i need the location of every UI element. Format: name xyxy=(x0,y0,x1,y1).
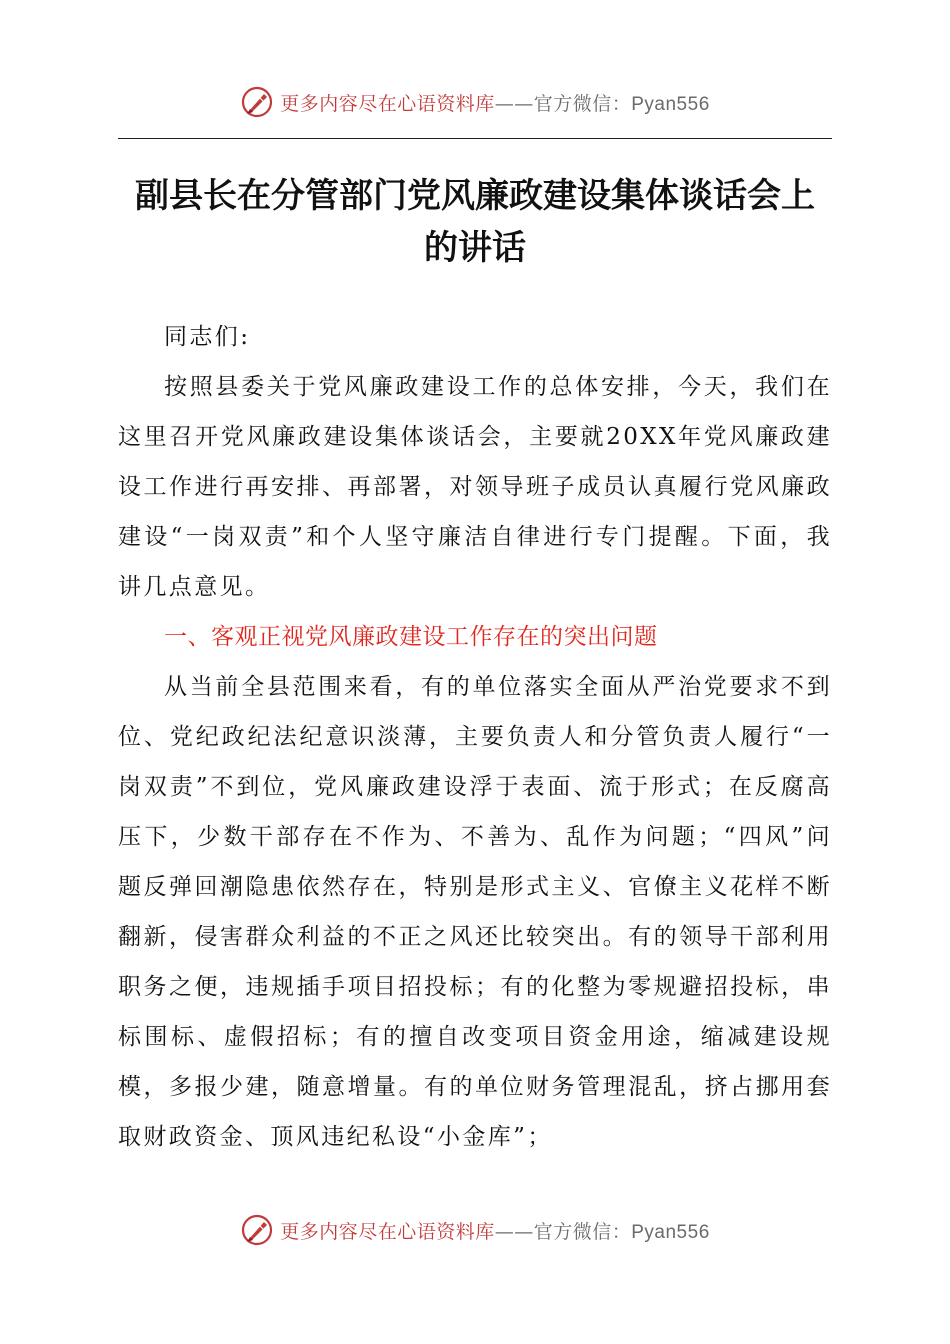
header-brand: 更多内容尽在心语资料库 xyxy=(280,92,495,115)
salutation: 同志们: xyxy=(164,324,251,350)
footer-brand-text xyxy=(280,1217,710,1244)
header-divider xyxy=(118,138,832,139)
document-body xyxy=(118,312,832,1162)
header-wechat-id: Pyan556 xyxy=(631,93,710,115)
footer-brand: 更多内容尽在心语资料库 xyxy=(280,1220,495,1243)
footer-wechat-label: 官方微信： xyxy=(533,1220,632,1243)
title-line-1: 副县长在分管部门党风廉政建设集体谈话会上 xyxy=(135,176,815,216)
document-title xyxy=(100,170,850,274)
title-line-2: 的讲话 xyxy=(424,228,526,268)
header-banner xyxy=(0,82,950,122)
header-wechat-label: 官方微信： xyxy=(533,92,632,115)
paragraph-section-1: 从当前全县范围来看，有的单位落实全面从严治党要求不到位、党纪政纪法纪意识淡薄，主要负责人和分管负责人履行“一岗双责”不到位，党风廉政建设浮于表面、流于形式；在反腐高压下，少数干部存在不作为、不善为、乱作为问题；“四风”问题反弹回潮隐患依然存在，特别是形式主义、官僚主义花样不断翻新，侵害群众利益的不正之风还比较突出。有的领导干部利用职务之便，违规插手项目招投标；有的化整为零规避招投标，串标围标、虚假招标；有的擅自改变项目资金用途，缩减建设规模，多报少建，随意增量。有的单位财务管理混乱，挤占挪用套取财政资金、顶风违纪私设“小金库”； xyxy=(118,674,832,1150)
footer-wechat-id: Pyan556 xyxy=(631,1221,710,1243)
quill-pen-logo-icon xyxy=(240,1213,274,1247)
section-heading-1: 一、客观正视党风廉政建设工作存在的突出问题 xyxy=(164,624,658,650)
header-brand-text xyxy=(280,89,710,116)
paragraph-intro: 按照县委关于党风廉政建设工作的总体安排，今天，我们在这里召开党风廉政建设集体谈话会，主要就20XX年党风廉政建设工作进行再安排、再部署，对领导班子成员认真履行党风廉政建设“一岗双责”和个人坚守廉洁自律进行专门提醒。下面，我讲几点意见。 xyxy=(118,374,832,600)
quill-pen-logo-icon xyxy=(240,85,274,119)
footer-dash: —— xyxy=(494,1220,534,1243)
footer-banner xyxy=(0,1210,950,1250)
header-dash: —— xyxy=(494,92,534,115)
